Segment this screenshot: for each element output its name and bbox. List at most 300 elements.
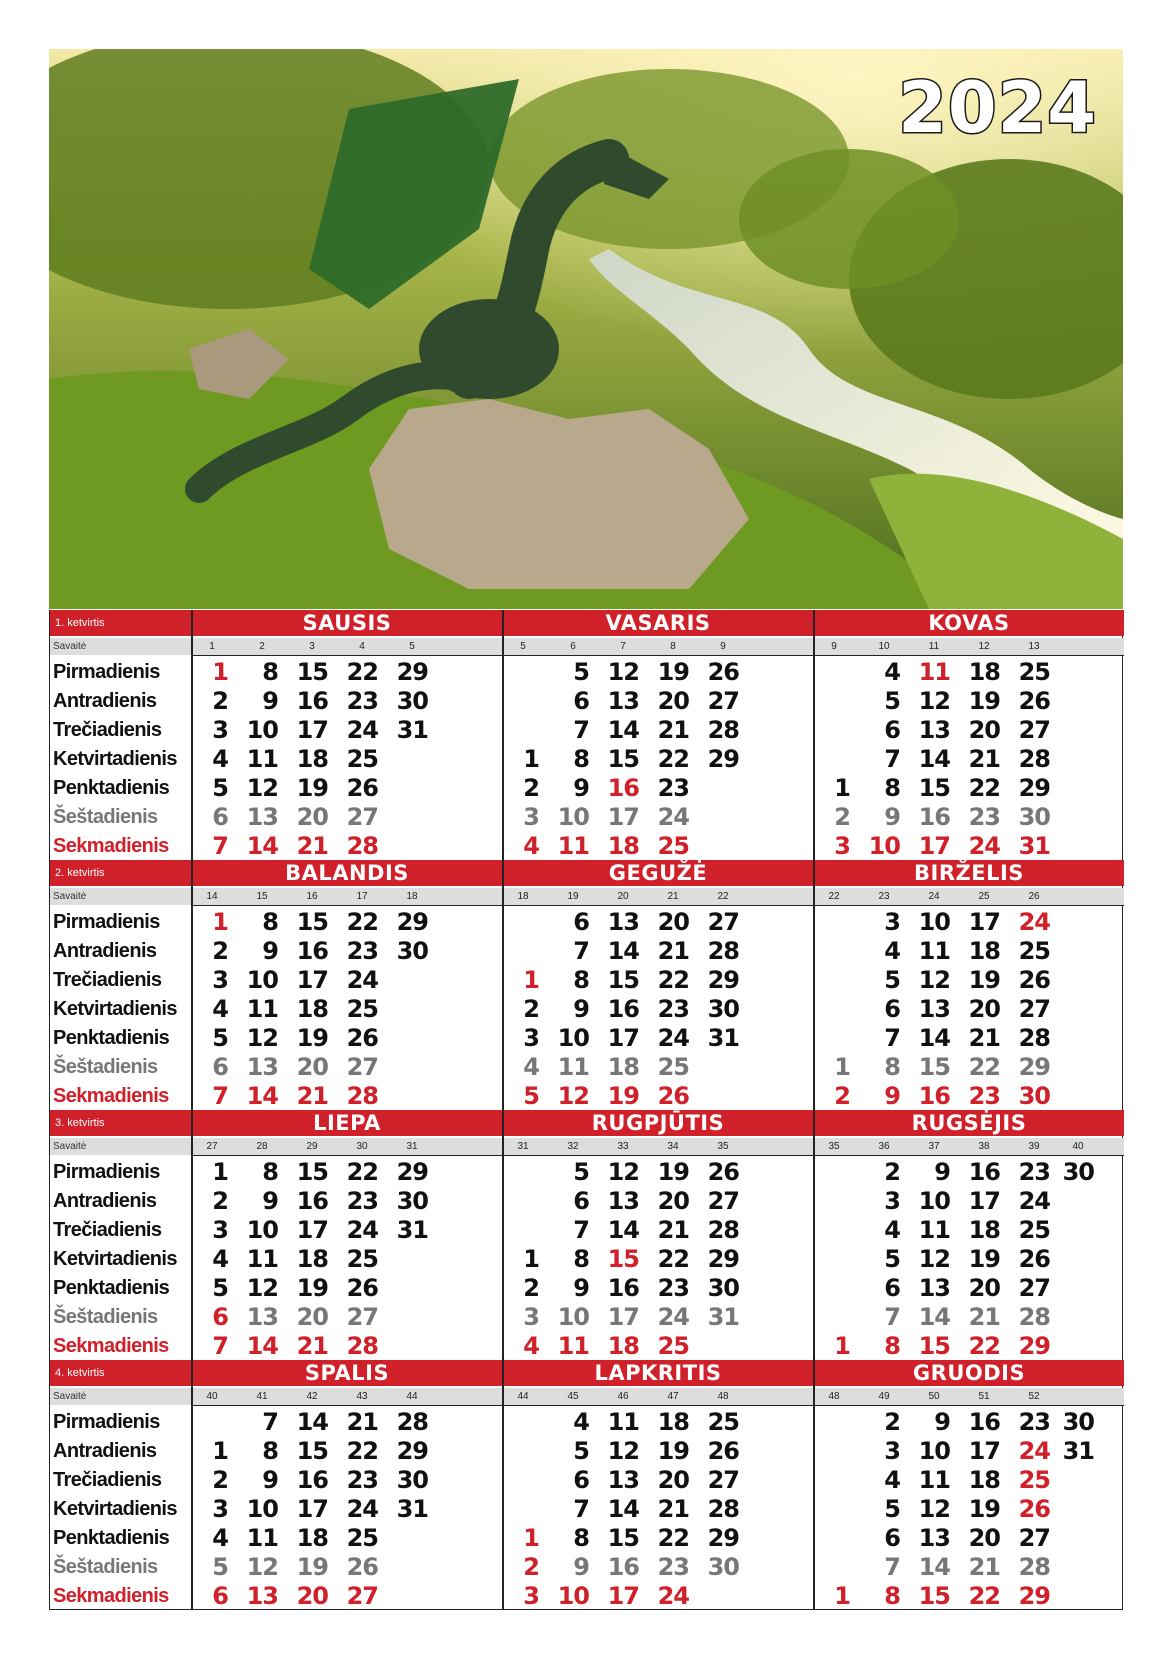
weekday-name: Antradienis	[53, 690, 157, 712]
calendar-day: 16	[296, 937, 328, 965]
calendar-day: 11	[557, 832, 589, 860]
calendar-day: 16	[607, 995, 639, 1023]
weekday-name: Antradienis	[53, 940, 157, 962]
calendar-day: 17	[968, 1437, 1000, 1465]
week-numbers-row	[814, 888, 1124, 906]
calendar-day: 5	[573, 1158, 589, 1186]
month-block	[814, 1110, 1124, 1360]
calendar-day: 22	[968, 1053, 1000, 1081]
calendar-day: 30	[1018, 803, 1050, 831]
calendar-day: 13	[246, 1582, 278, 1610]
week-number: 27	[206, 1141, 218, 1152]
calendar-day: 28	[1018, 745, 1050, 773]
calendar-day: 20	[657, 1466, 689, 1494]
calendar-day: 19	[657, 1437, 689, 1465]
calendar-day: 5	[212, 1274, 228, 1302]
calendar-day: 19	[968, 1495, 1000, 1523]
calendar-day: 4	[523, 1332, 539, 1360]
calendar-day: 22	[968, 1332, 1000, 1360]
calendar-day: 6	[212, 803, 228, 831]
calendar-day: 1	[523, 966, 539, 994]
week-numbers-row	[192, 888, 502, 906]
week-number: 21	[667, 891, 679, 902]
calendar-day: 19	[657, 658, 689, 686]
calendar-day: 13	[918, 995, 950, 1023]
week-number: 19	[567, 891, 579, 902]
calendar-day: 21	[968, 1303, 1000, 1331]
calendar-day: 20	[296, 803, 328, 831]
week-number: 5	[409, 641, 415, 652]
calendar-day: 27	[707, 1466, 739, 1494]
month-block	[192, 1110, 502, 1360]
calendar-day: 8	[884, 1582, 900, 1610]
calendar-day: 6	[884, 995, 900, 1023]
quarter-label: 1. ketvirtis	[50, 610, 192, 636]
calendar-day: 23	[968, 1082, 1000, 1110]
calendar-day: 7	[212, 832, 228, 860]
calendar-day: 27	[707, 687, 739, 715]
calendar-day: 14	[918, 1553, 950, 1581]
calendar-day: 31	[1018, 832, 1050, 860]
calendar-day: 22	[346, 1158, 378, 1186]
week-number: 3	[309, 641, 315, 652]
weekday-names	[50, 1408, 192, 1611]
calendar-day: 31	[396, 1495, 428, 1523]
calendar-day: 3	[212, 966, 228, 994]
calendar-day: 27	[1018, 995, 1050, 1023]
week-numbers-row	[192, 1138, 502, 1156]
calendar-day: 23	[657, 774, 689, 802]
calendar-day: 25	[346, 1524, 378, 1552]
calendar-grid	[49, 610, 1123, 1610]
calendar-day: 10	[557, 1024, 589, 1052]
calendar-day: 12	[918, 687, 950, 715]
week-number: 23	[878, 891, 890, 902]
calendar-day: 7	[884, 745, 900, 773]
week-number: 14	[206, 891, 218, 902]
calendar-day: 18	[968, 658, 1000, 686]
week-numbers-row	[192, 1388, 502, 1406]
weekday-name: Penktadienis	[53, 1527, 170, 1549]
calendar-day: 3	[523, 1303, 539, 1331]
calendar-day: 8	[573, 1524, 589, 1552]
month-name: RUGSĖJIS	[814, 1110, 1124, 1136]
month-block	[503, 1360, 813, 1610]
quarter-block	[49, 610, 1123, 860]
calendar-day: 13	[607, 1187, 639, 1215]
calendar-day: 2	[523, 1553, 539, 1581]
calendar-day: 11	[918, 1466, 950, 1494]
calendar-day: 30	[707, 995, 739, 1023]
calendar-day: 7	[212, 1332, 228, 1360]
weekday-name: Sekmadienis	[53, 1335, 169, 1357]
week-number: 45	[567, 1391, 579, 1402]
calendar-day: 16	[918, 1082, 950, 1110]
calendar-day: 24	[657, 1582, 689, 1610]
month-block	[503, 860, 813, 1110]
week-number: 15	[256, 891, 268, 902]
calendar-day: 26	[707, 1158, 739, 1186]
calendar-day: 5	[573, 1437, 589, 1465]
calendar-day: 20	[968, 716, 1000, 744]
calendar-day: 5	[884, 687, 900, 715]
calendar-day: 14	[246, 832, 278, 860]
calendar-day: 16	[607, 1274, 639, 1302]
calendar-day: 30	[396, 1466, 428, 1494]
calendar-day: 30	[1018, 1082, 1050, 1110]
calendar-day: 6	[573, 1187, 589, 1215]
weekday-name: Šeštadienis	[53, 1306, 158, 1328]
calendar-day: 11	[918, 658, 950, 686]
week-number: 18	[406, 891, 418, 902]
calendar-day: 16	[607, 774, 639, 802]
calendar-day: 13	[246, 1053, 278, 1081]
calendar-day: 19	[968, 687, 1000, 715]
calendar-day: 13	[918, 1524, 950, 1552]
calendar-day: 20	[968, 1274, 1000, 1302]
calendar-day: 29	[1018, 774, 1050, 802]
calendar-day: 17	[607, 1303, 639, 1331]
month-block	[814, 1360, 1124, 1610]
calendar-day: 6	[884, 1274, 900, 1302]
calendar-day: 8	[262, 1437, 278, 1465]
calendar-day: 1	[212, 1158, 228, 1186]
calendar-day: 17	[296, 1495, 328, 1523]
calendar-day: 13	[918, 716, 950, 744]
weekday-name: Penktadienis	[53, 1277, 170, 1299]
calendar-day: 3	[212, 716, 228, 744]
quarter-block	[49, 1110, 1123, 1360]
week-number: 47	[667, 1391, 679, 1402]
calendar-day: 2	[884, 1408, 900, 1436]
week-numbers-row	[503, 638, 813, 656]
calendar-day: 27	[707, 908, 739, 936]
week-number: 32	[567, 1141, 579, 1152]
calendar-day: 15	[607, 1524, 639, 1552]
quarter-label: 4. ketvirtis	[50, 1360, 192, 1386]
calendar-day: 22	[346, 908, 378, 936]
calendar-day: 16	[968, 1408, 1000, 1436]
week-number: 44	[517, 1391, 529, 1402]
month-name: BIRŽELIS	[814, 860, 1124, 886]
week-number: 38	[978, 1141, 990, 1152]
calendar-day: 11	[918, 937, 950, 965]
calendar-day: 17	[607, 1024, 639, 1052]
calendar-day: 21	[346, 1408, 378, 1436]
calendar-day: 11	[246, 1245, 278, 1273]
calendar-day: 1	[834, 774, 850, 802]
calendar-day: 22	[657, 1524, 689, 1552]
calendar-day: 10	[918, 908, 950, 936]
calendar-day: 5	[212, 1024, 228, 1052]
calendar-day: 29	[1018, 1053, 1050, 1081]
calendar-day: 10	[246, 716, 278, 744]
month-block	[192, 610, 502, 860]
quarter-label: 2. ketvirtis	[50, 860, 192, 886]
calendar-day: 22	[657, 745, 689, 773]
calendar-day: 18	[968, 1216, 1000, 1244]
week-number: 29	[306, 1141, 318, 1152]
calendar-day: 19	[657, 1158, 689, 1186]
calendar-day: 8	[262, 908, 278, 936]
calendar-day: 1	[834, 1053, 850, 1081]
calendar-day: 12	[246, 1274, 278, 1302]
calendar-day: 22	[968, 774, 1000, 802]
calendar-day: 23	[657, 995, 689, 1023]
calendar-day: 15	[296, 908, 328, 936]
week-number: 18	[517, 891, 529, 902]
calendar-day: 30	[707, 1274, 739, 1302]
calendar-day: 25	[657, 1332, 689, 1360]
week-number: 46	[617, 1391, 629, 1402]
week-number: 13	[1028, 641, 1040, 652]
calendar-day: 9	[934, 1408, 950, 1436]
calendar-day: 20	[657, 908, 689, 936]
calendar-day: 4	[523, 832, 539, 860]
calendar-day: 17	[296, 966, 328, 994]
week-number: 20	[617, 891, 629, 902]
calendar-day: 8	[573, 966, 589, 994]
calendar-day: 22	[657, 966, 689, 994]
calendar-day: 2	[212, 687, 228, 715]
calendar-day: 27	[346, 1053, 378, 1081]
calendar-day: 20	[968, 995, 1000, 1023]
calendar-day: 25	[657, 832, 689, 860]
calendar-day: 7	[884, 1553, 900, 1581]
calendar-day: 22	[657, 1245, 689, 1273]
calendar-day: 9	[884, 803, 900, 831]
calendar-day: 18	[296, 745, 328, 773]
month-block	[192, 860, 502, 1110]
weekday-name: Pirmadienis	[53, 1161, 160, 1183]
calendar-day: 3	[212, 1495, 228, 1523]
month-divider	[813, 1360, 815, 1610]
month-block	[814, 860, 1124, 1110]
calendar-day: 10	[246, 1216, 278, 1244]
calendar-day: 16	[296, 1466, 328, 1494]
month-name: KOVAS	[814, 610, 1124, 636]
calendar-day: 25	[657, 1053, 689, 1081]
calendar-day: 29	[396, 908, 428, 936]
week-number: 30	[356, 1141, 368, 1152]
calendar-day: 3	[884, 1187, 900, 1215]
calendar-day: 2	[834, 803, 850, 831]
calendar-day: 26	[707, 658, 739, 686]
calendar-day: 26	[1018, 1245, 1050, 1273]
calendar-day: 23	[1018, 1158, 1050, 1186]
calendar-day: 14	[607, 1495, 639, 1523]
week-numbers-row	[503, 1138, 813, 1156]
calendar-day: 26	[1018, 1495, 1050, 1523]
calendar-day: 29	[396, 1437, 428, 1465]
month-block	[503, 610, 813, 860]
calendar-day: 30	[396, 937, 428, 965]
calendar-day: 21	[657, 1216, 689, 1244]
calendar-day: 25	[1018, 937, 1050, 965]
calendar-day: 4	[884, 1466, 900, 1494]
calendar-day: 10	[557, 1582, 589, 1610]
calendar-day: 29	[707, 1245, 739, 1273]
calendar-day: 2	[212, 937, 228, 965]
week-number: 4	[359, 641, 365, 652]
calendar-day: 9	[262, 937, 278, 965]
calendar-day: 12	[607, 658, 639, 686]
calendar-day: 20	[296, 1053, 328, 1081]
calendar-day: 13	[607, 908, 639, 936]
calendar-day: 25	[346, 1245, 378, 1273]
calendar-day: 15	[918, 1582, 950, 1610]
week-number: 33	[617, 1141, 629, 1152]
calendar-day: 10	[868, 832, 900, 860]
week-numbers-row	[814, 1138, 1124, 1156]
calendar-day: 28	[1018, 1024, 1050, 1052]
calendar-day: 7	[212, 1082, 228, 1110]
week-numbers-row	[503, 1388, 813, 1406]
week-number: 9	[720, 641, 726, 652]
calendar-day: 31	[1062, 1437, 1094, 1465]
calendar-day: 23	[657, 1553, 689, 1581]
month-name: SAUSIS	[192, 610, 502, 636]
calendar-day: 23	[346, 1466, 378, 1494]
calendar-day: 11	[557, 1332, 589, 1360]
month-name: BALANDIS	[192, 860, 502, 886]
calendar-day: 24	[346, 716, 378, 744]
calendar-day: 22	[346, 658, 378, 686]
week-number: 17	[356, 891, 368, 902]
weekday-name: Šeštadienis	[53, 1056, 158, 1078]
calendar-day: 23	[346, 1187, 378, 1215]
week-number: 12	[978, 641, 990, 652]
calendar-day: 4	[212, 1245, 228, 1273]
calendar-day: 26	[657, 1082, 689, 1110]
calendar-day: 31	[396, 1216, 428, 1244]
calendar-day: 9	[934, 1158, 950, 1186]
calendar-day: 24	[657, 803, 689, 831]
calendar-day: 24	[1018, 1187, 1050, 1215]
calendar-day: 31	[707, 1024, 739, 1052]
calendar-day: 4	[884, 658, 900, 686]
weekday-name: Trečiadienis	[53, 719, 162, 741]
calendar-day: 2	[523, 995, 539, 1023]
week-number: 48	[717, 1391, 729, 1402]
calendar-day: 4	[884, 937, 900, 965]
week-numbers-row	[814, 638, 1124, 656]
calendar-day: 1	[212, 908, 228, 936]
calendar-day: 12	[607, 1437, 639, 1465]
week-number: 50	[928, 1391, 940, 1402]
calendar-day: 15	[607, 745, 639, 773]
calendar-day: 1	[523, 745, 539, 773]
calendar-day: 6	[212, 1053, 228, 1081]
calendar-day: 29	[707, 745, 739, 773]
calendar-day: 14	[246, 1332, 278, 1360]
calendar-day: 18	[607, 1053, 639, 1081]
week-number: 34	[667, 1141, 679, 1152]
calendar-day: 25	[1018, 1216, 1050, 1244]
calendar-day: 24	[1018, 908, 1050, 936]
calendar-day: 3	[523, 1582, 539, 1610]
calendar-day: 19	[968, 966, 1000, 994]
calendar-day: 25	[707, 1408, 739, 1436]
calendar-day: 1	[523, 1245, 539, 1273]
calendar-day: 6	[884, 1524, 900, 1552]
weekday-name: Pirmadienis	[53, 661, 160, 683]
week-number: 48	[828, 1391, 840, 1402]
calendar-day: 10	[557, 1303, 589, 1331]
week-number: 8	[670, 641, 676, 652]
calendar-day: 20	[296, 1582, 328, 1610]
calendar-day: 18	[968, 937, 1000, 965]
calendar-day: 13	[607, 687, 639, 715]
calendar-day: 30	[396, 1187, 428, 1215]
calendar-day: 14	[918, 1024, 950, 1052]
week-number: 44	[406, 1391, 418, 1402]
calendar-day: 29	[1018, 1582, 1050, 1610]
week-number: 49	[878, 1391, 890, 1402]
calendar-day: 19	[296, 1553, 328, 1581]
weekday-name: Ketvirtadienis	[53, 1248, 177, 1270]
calendar-day: 16	[607, 1553, 639, 1581]
calendar-day: 5	[212, 1553, 228, 1581]
week-number: 40	[1072, 1141, 1084, 1152]
calendar-day: 20	[296, 1303, 328, 1331]
calendar-day: 15	[296, 1158, 328, 1186]
calendar-day: 25	[1018, 658, 1050, 686]
week-number: 5	[520, 641, 526, 652]
calendar-day: 28	[346, 1082, 378, 1110]
calendar-day: 8	[884, 1053, 900, 1081]
calendar-day: 27	[346, 803, 378, 831]
week-number: 11	[928, 641, 940, 652]
calendar-day: 11	[246, 1524, 278, 1552]
calendar-day: 28	[707, 937, 739, 965]
year-title: 2024	[898, 67, 1097, 149]
calendar-day: 14	[246, 1082, 278, 1110]
calendar-day: 25	[346, 995, 378, 1023]
calendar-day: 3	[884, 1437, 900, 1465]
week-number: 41	[256, 1391, 268, 1402]
calendar-day: 7	[573, 1495, 589, 1523]
calendar-day: 30	[1062, 1408, 1094, 1436]
calendar-day: 28	[346, 1332, 378, 1360]
weekday-name: Penktadienis	[53, 777, 170, 799]
calendar-day: 12	[557, 1082, 589, 1110]
calendar-day: 14	[918, 745, 950, 773]
calendar-day: 3	[523, 1024, 539, 1052]
week-number: 31	[406, 1141, 418, 1152]
calendar-day: 24	[657, 1303, 689, 1331]
calendar-day: 15	[296, 658, 328, 686]
quarter-block	[49, 860, 1123, 1110]
calendar-day: 12	[918, 1495, 950, 1523]
calendar-day: 24	[968, 832, 1000, 860]
week-numbers-row	[814, 1388, 1124, 1406]
calendar-day: 3	[523, 803, 539, 831]
month-name: VASARIS	[503, 610, 813, 636]
calendar-day: 7	[573, 1216, 589, 1244]
calendar-day: 11	[557, 1053, 589, 1081]
calendar-day: 26	[1018, 966, 1050, 994]
calendar-day: 8	[573, 1245, 589, 1273]
calendar-day: 2	[884, 1158, 900, 1186]
calendar-day: 21	[968, 745, 1000, 773]
calendar-day: 1	[212, 658, 228, 686]
calendar-day: 23	[657, 1274, 689, 1302]
calendar-day: 11	[246, 745, 278, 773]
week-number: 31	[517, 1141, 529, 1152]
calendar-day: 17	[607, 1582, 639, 1610]
weekday-name: Pirmadienis	[53, 911, 160, 933]
